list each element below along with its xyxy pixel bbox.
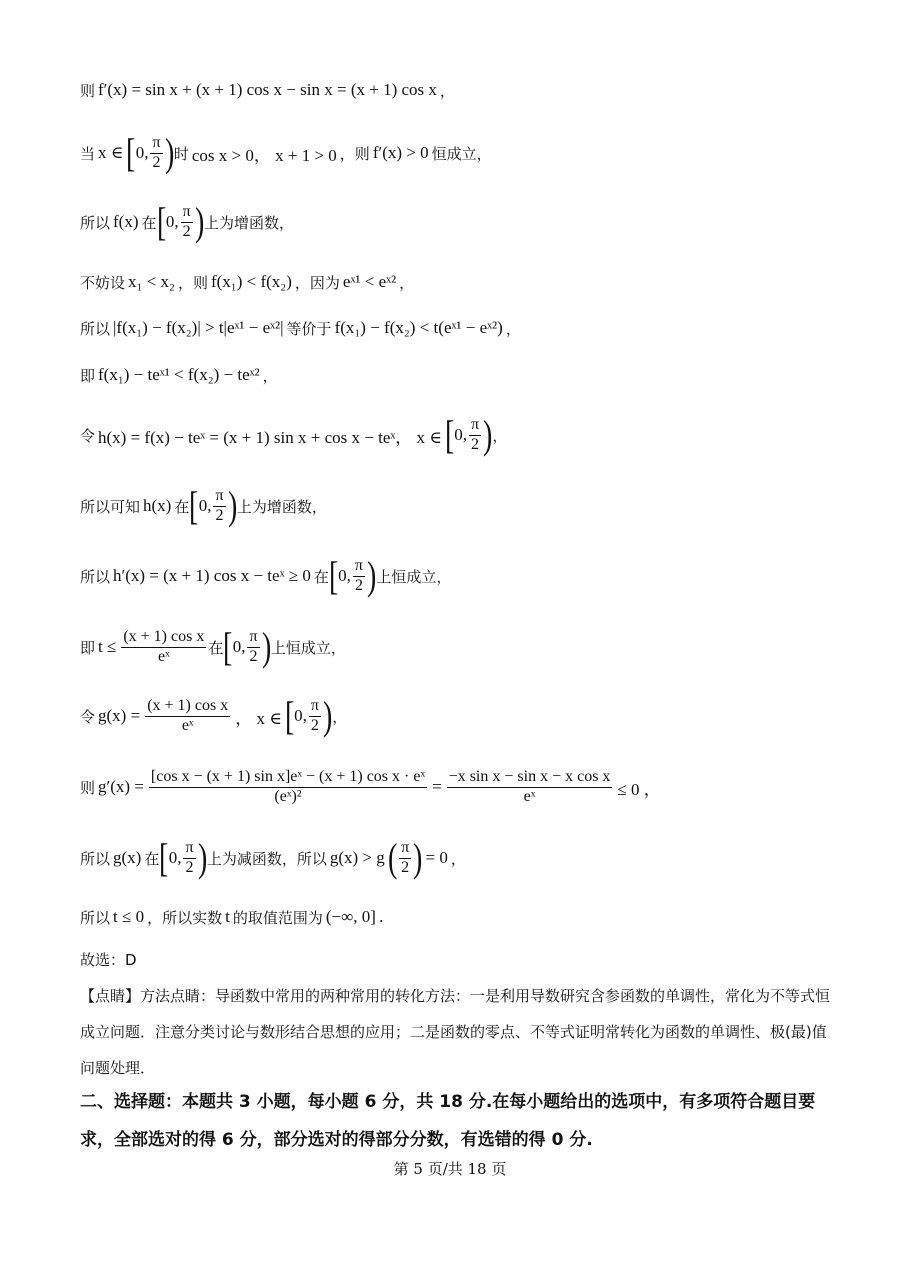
text: 上恒成立，	[376, 567, 452, 586]
text: ，	[399, 273, 415, 292]
interval: [ 0, $\frac{\pi}{2}$ )	[223, 624, 271, 669]
formula: f(x₁) − teˣ¹ < f(x₂) − teˣ²	[98, 365, 260, 384]
formula: f(x)	[113, 212, 139, 231]
text: ，因为	[294, 273, 340, 292]
text: ，	[262, 366, 278, 385]
text: 恒成立，	[431, 144, 492, 163]
formula: t ≤	[98, 637, 117, 656]
solution-line-9	[80, 541, 451, 611]
formula: x₁ < x₂	[128, 272, 175, 291]
formula: = 0	[425, 848, 448, 867]
solution-line-11	[80, 681, 347, 751]
text: 所以	[80, 319, 111, 338]
text: 即	[80, 638, 96, 657]
fraction: $\frac{\text{[cos x − (x + 1) sin x]eˣ − (x + 1) cos x · eˣ}}{\text{(eˣ)²}}$	[150, 768, 426, 805]
section-heading: 二、选择题：本题共 3 小题，每小题 6 分，共 18 分.在每小题给出的选项中，有多项符合题目要求，全部选对的得 6 分，部分选对的得部分分数，有选错的得 0 分.	[80, 1092, 816, 1150]
interval: [ 0, $\frac{\pi}{2}$ )	[444, 412, 493, 457]
interval: [ 0, $\frac{\pi}{2}$ )	[126, 130, 174, 175]
solution-line-8	[80, 471, 327, 541]
formula: f(x₁) < f(x₂)	[210, 272, 292, 291]
interval: ( $\frac{\pi}{2}$ )	[387, 835, 423, 880]
text: ，	[439, 81, 455, 100]
formula: (−∞, 0]	[325, 907, 376, 926]
text: 在	[174, 497, 190, 516]
solution-line-12	[80, 752, 664, 822]
text: 上恒成立，	[270, 638, 346, 657]
text: ，	[492, 426, 508, 445]
formula: eˣ¹ < eˣ²	[342, 272, 397, 291]
formula: g′(x) =	[98, 777, 144, 796]
text: 所以可知	[80, 497, 141, 516]
text: ，则	[177, 273, 208, 292]
text: ，则	[339, 144, 370, 163]
formula: x ∈	[98, 143, 124, 162]
formula: h′(x) = (x + 1) cos x − teˣ ≥ 0	[113, 566, 311, 585]
answer-line: 故选：D	[80, 951, 137, 969]
text: 时	[173, 144, 189, 163]
text: ，	[450, 849, 466, 868]
fraction: $\frac{\text{(x + 1) cos x}}{\text{eˣ}}$	[147, 697, 229, 734]
formula: f′(x) > 0	[372, 143, 429, 162]
text: 等价于	[286, 319, 332, 338]
text: .	[378, 908, 384, 926]
text: 则	[80, 81, 96, 100]
text: 令	[80, 707, 96, 726]
formula: t	[225, 907, 230, 926]
formula: cos x > 0， x + 1 > 0	[191, 145, 337, 165]
interval: [ 0, $\frac{\pi}{2}$ )	[284, 693, 333, 738]
comment-paragraph: 【点睛】方法点睛：导函数中常用的两种常用的转化方法：一是利用导数研究含参函数的单调性，常化为不等式恒成立问题．注意分类讨论与数形结合思想的应用；二是函数的零点、不等式证明常转化为函数的单调性、极(最)值问题处理．	[80, 987, 831, 1077]
formula: h(x) = f(x) − teˣ = (x + 1) sin x + cos x − teˣ， x ∈	[98, 427, 442, 447]
formula: t ≤ 0	[113, 907, 145, 926]
interval: [ 0, $\frac{\pi}{2}$ )	[156, 199, 205, 244]
formula: ， x ∈	[235, 708, 282, 728]
text: 在	[144, 849, 160, 868]
text: 上为增函数，	[236, 497, 327, 516]
solution-line-1	[80, 55, 455, 125]
text: 所以	[80, 213, 111, 232]
text: 令	[80, 426, 96, 445]
text: 在	[141, 213, 157, 232]
interval: [ 0, $\frac{\pi}{2}$ )	[159, 835, 207, 880]
formula: g(x) =	[98, 706, 141, 725]
text: 所以	[80, 567, 111, 586]
text: 在	[313, 567, 329, 586]
formula: =	[432, 777, 442, 796]
text: 所以	[80, 849, 111, 868]
text: ，	[332, 707, 348, 726]
text: 即	[80, 366, 96, 385]
text: 则	[80, 778, 96, 797]
text: 在	[208, 638, 224, 657]
formula: f′(x) = sin x + (x + 1) cos x − sin x = (x + 1) cos x	[98, 80, 437, 99]
text: 的取值范围为	[232, 908, 323, 927]
fraction: $\frac{\text{(x + 1) cos x}}{\text{eˣ}}$	[123, 628, 205, 665]
interval: [ 0, $\frac{\pi}{2}$ )	[189, 483, 237, 528]
solution-line-10	[80, 612, 346, 682]
text: ，	[505, 319, 521, 338]
text: 上为增函数，	[204, 213, 295, 232]
interval: [ 0, $\frac{\pi}{2}$ )	[328, 553, 377, 598]
formula: |f(x₁) − f(x₂)| > t|eˣ¹ − eˣ²|	[113, 318, 284, 337]
formula: f(x₁) − f(x₂) < t(eˣ¹ − eˣ²)	[334, 318, 503, 337]
formula: g(x) > g	[329, 848, 385, 867]
solution-line-7	[80, 400, 507, 470]
fraction: $\frac{\text{−x sin x − sin x − x cos x}}{\text{eˣ}}$	[448, 768, 611, 805]
text: 不妨设	[80, 273, 126, 292]
text: ，所以实数	[147, 908, 223, 927]
formula: g(x)	[113, 848, 142, 867]
formula: h(x)	[143, 496, 172, 515]
text: 上为减函数，所以	[206, 849, 327, 868]
page-footer: 第 5 页/共 18 页	[393, 1160, 507, 1178]
text: 当	[80, 144, 96, 163]
solution-line-2	[80, 118, 492, 188]
formula: ≤ 0 ，	[617, 779, 661, 799]
text: 所以	[80, 908, 111, 927]
